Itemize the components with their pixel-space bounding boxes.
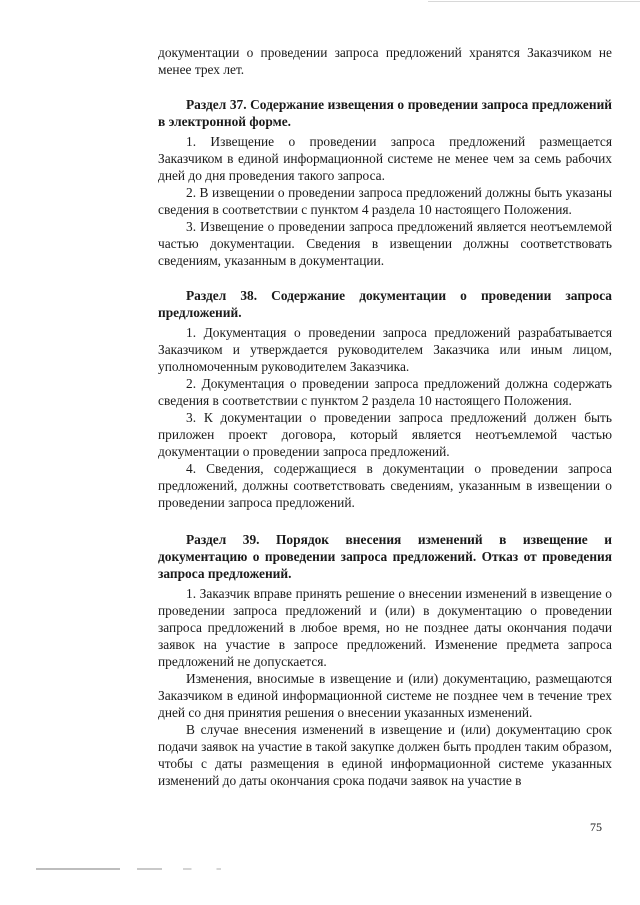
scan-bottom-mark <box>36 868 246 870</box>
section-37-item-3: 3. Извещение о проведении запроса предложений является неотъемлемой частью документации. Сведения в извещении должны соответствовать сведениям, указанным в документации. <box>158 219 612 268</box>
section-37-item-1: 1. Извещение о проведении запроса предложений размещается Заказчиком в единой информационной системе не менее чем за семь рабочих дней до дня проведения такого запроса. <box>158 134 612 183</box>
section-39-paragraph-3: В случае внесения изменений в извещение и (или) документацию срок подачи заявок на участие в такой закупке должен быть продлен таким образом, чтобы с даты размещения в единой информационной системе указанных изменений до даты окончания срока подачи заявок на участие в <box>158 722 612 788</box>
section-39-item-1: 1. Заказчик вправе принять решение о внесении изменений в извещение о проведении запроса предложений и (или) в документацию о проведении запроса предложений в любое время, но не позднее даты окончания подачи заявок на участие в запросе предложений. Изменение предмета запроса предложений не допускается. <box>158 586 612 669</box>
section-37-heading: Раздел 37. Содержание извещения о проведении запроса предложений в электронной форме. <box>158 97 612 129</box>
section-38-item-1: 1. Документация о проведении запроса предложений разрабатывается Заказчиком и утверждается руководителем Заказчика или иным лицом, уполномоченным руководителем Заказчика. <box>158 325 612 374</box>
section-38-heading: Раздел 38. Содержание документации о проведении запроса предложений. <box>158 288 612 320</box>
section-38-item-3: 3. К документации о проведении запроса предложений должен быть приложен проект договора, который является неотъемлемой частью документации о проведении запроса предложений. <box>158 410 612 459</box>
page-number: 75 <box>590 820 602 834</box>
section-38-item-4: 4. Сведения, содержащиеся в документации о проведении запроса предложений, должны соответствовать сведениям, указанным в извещении о проведении запроса предложений. <box>158 461 612 510</box>
scan-edge-line <box>428 1 640 2</box>
section-38-item-2: 2. Документация о проведении запроса предложений должна содержать сведения в соответствии с пунктом 2 раздела 10 настоящего Положения. <box>158 376 612 408</box>
section-37-item-2: 2. В извещении о проведении запроса предложений должны быть указаны сведения в соответствии с пунктом 4 раздела 10 настоящего Положения. <box>158 185 612 217</box>
continuation-paragraph: документации о проведении запроса предложений хранятся Заказчиком не менее трех лет. <box>158 45 612 77</box>
section-39-heading: Раздел 39. Порядок внесения изменений в извещение и документацию о проведении запроса предложений. Отказ от проведения запроса предложений. <box>158 532 612 581</box>
document-text <box>158 44 612 789</box>
section-39-paragraph-2: Изменения, вносимые в извещение и (или) документацию, размещаются Заказчиком в единой информационной системе не позднее чем в течение трех дней со дня принятия решения о внесении указанных изменений. <box>158 671 612 720</box>
